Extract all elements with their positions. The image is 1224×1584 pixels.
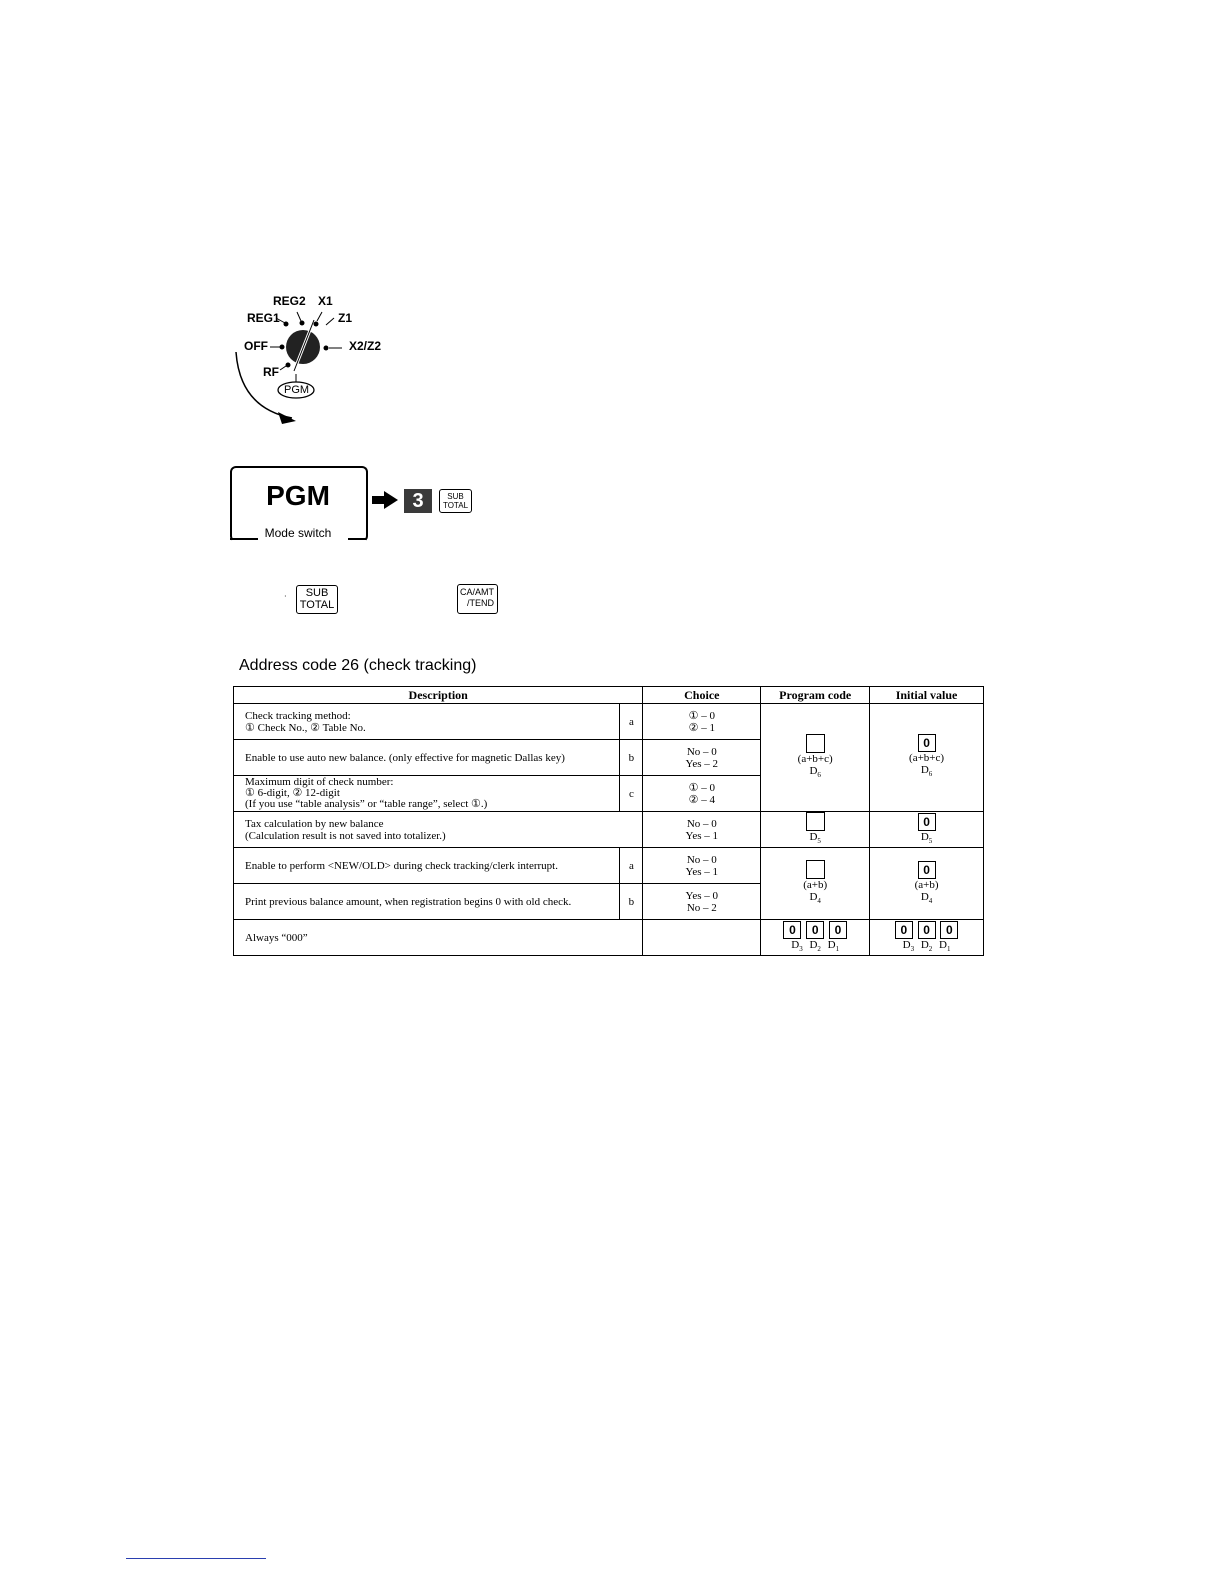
digit-label: [761, 831, 869, 847]
choice-line: ① – 0: [688, 709, 715, 722]
digit-subscript: 3: [910, 944, 915, 953]
section-title: Address code 26 (check tracking): [239, 657, 477, 674]
mode-switch-dial: [230, 290, 400, 430]
subtotal-large-line1: SUB: [305, 587, 329, 599]
digit-letter: D: [920, 938, 929, 951]
ca-amt-line1: CA/AMT: [460, 587, 495, 597]
row-desc-line: ① 6-digit, ② 12-digit: [245, 787, 340, 799]
digit-letter: D: [809, 764, 818, 777]
choice-line: Yes – 1: [685, 829, 719, 842]
row-choice: [643, 776, 761, 812]
digit-subscript: 1: [835, 944, 840, 953]
initial-digit-box: 0: [940, 921, 958, 939]
table-header-row: [234, 687, 984, 704]
program-code-input-box: [806, 860, 825, 879]
formula-label: (a+b+c): [797, 752, 833, 765]
program-code-input-box: [806, 734, 825, 753]
digit-subscript: 6: [928, 770, 933, 779]
row-letter: b: [620, 884, 643, 920]
address-code-table: [233, 686, 984, 956]
row-description: [234, 776, 620, 812]
choice-line: Yes – 2: [685, 757, 719, 770]
program-code-group4: [761, 920, 870, 956]
digit-letter: D: [809, 938, 818, 951]
dial-label-reg2: REG2: [273, 294, 306, 308]
pgm-mode-switch-box: [230, 466, 366, 540]
dial-label-pgm: PGM: [284, 384, 310, 396]
digit-letter: D: [920, 830, 929, 843]
subtotal-large-line2: TOTAL: [299, 599, 335, 611]
row-letter: a: [620, 848, 643, 884]
choice-line: ② – 1: [688, 721, 715, 734]
digit-label: [761, 891, 869, 907]
row-letter: a: [620, 704, 643, 740]
digit-label: [870, 831, 983, 847]
row-letter: b: [620, 740, 643, 776]
initial-value-group3: [870, 848, 984, 920]
table-row: [234, 704, 984, 740]
initial-digit-box: 0: [918, 921, 936, 939]
digit-subscript: 1: [946, 944, 951, 953]
digit-letter: D: [809, 831, 818, 843]
initial-digit-box: 0: [895, 921, 913, 939]
formula-label: (a+b): [914, 878, 939, 891]
initial-value-group1: [870, 704, 984, 812]
choice-line: No – 0: [686, 817, 717, 830]
row-description: [234, 812, 643, 848]
choice-line: No – 0: [686, 745, 717, 758]
row-desc-line: (Calculation result is not saved into totalizer.): [245, 829, 446, 842]
digit-subscript: 4: [928, 896, 933, 905]
choice-line: Yes – 1: [685, 865, 719, 878]
digit-label: [809, 939, 820, 951]
digit-label: [903, 939, 914, 951]
header-program-code: Program code: [761, 687, 870, 704]
choice-line: ② – 4: [688, 793, 715, 806]
subtotal-key-large: [296, 585, 338, 614]
program-code-group1: [761, 704, 870, 812]
header-description: Description: [234, 687, 643, 704]
row-description: [234, 704, 620, 740]
digit-subscript: 5: [817, 837, 821, 846]
header-initial-value: Initial value: [870, 687, 984, 704]
pgm-title: PGM: [266, 480, 330, 511]
dial-label-reg1: REG1: [247, 311, 280, 325]
digit-label: [761, 765, 869, 781]
right-arrow-icon: [372, 491, 400, 509]
row-desc-line: Check tracking method:: [245, 709, 351, 722]
header-choice: Choice: [643, 687, 761, 704]
digit-subscript: 2: [817, 944, 821, 953]
digit-label: [870, 764, 983, 780]
initial-digit-box: 0: [918, 813, 936, 831]
program-digit-box: 0: [829, 921, 847, 939]
formula-label: (a+b+c): [909, 752, 945, 765]
choice-line: No – 2: [686, 901, 717, 914]
row-desc-line: ① Check No., ② Table No.: [245, 721, 366, 734]
digit-subscript: 3: [799, 944, 803, 953]
row-description: Print previous balance amount, when registration begins 0 with old check.: [234, 884, 620, 920]
digit-letter: D: [920, 764, 929, 777]
program-code-input-box: [806, 812, 825, 831]
row-choice: [643, 704, 761, 740]
row-desc-line: Maximum digit of check number:: [245, 776, 394, 788]
row-choice: [643, 848, 761, 884]
digit-subscript: 2: [928, 944, 933, 953]
dial-label-z1: Z1: [338, 311, 353, 325]
digit-subscript: 6: [817, 771, 821, 780]
subtotal-key-line1: SUB: [447, 492, 464, 501]
row-description: Enable to perform <NEW/OLD> during check tracking/clerk interrupt.: [234, 848, 620, 884]
digit-letter: D: [827, 938, 836, 951]
program-digit-box: 0: [806, 921, 824, 939]
table-row: [234, 848, 984, 884]
subtotal-key: [439, 489, 472, 513]
ca-amt-tend-key: [457, 584, 498, 614]
digit-label: [921, 939, 932, 951]
ca-amt-line2: /TEND: [467, 598, 494, 608]
program-digit-box: 0: [783, 921, 801, 939]
digit-letter: D: [920, 890, 929, 903]
row-choice: [643, 920, 761, 956]
row-description: Always “000”: [234, 920, 643, 956]
footnote-divider: [126, 1558, 266, 1559]
dial-label-rf: RF: [263, 365, 279, 379]
row-choice: [643, 812, 761, 848]
digit-letter: D: [902, 938, 911, 951]
choice-line: ① – 0: [688, 781, 715, 794]
subtotal-key-line2: TOTAL: [442, 501, 469, 510]
dial-label-off: OFF: [244, 339, 268, 353]
table-row: [234, 920, 984, 956]
program-code-group2: [761, 812, 870, 848]
row-choice: [643, 884, 761, 920]
mode-switch-caption: Mode switch: [264, 526, 332, 540]
key-3: 3: [404, 489, 432, 513]
initial-digit-box: 0: [918, 734, 936, 752]
initial-value-group4: [870, 920, 984, 956]
formula-label: (a+b): [803, 879, 828, 892]
digit-label: [791, 939, 802, 951]
digit-label: [870, 891, 983, 907]
choice-line: Yes – 0: [685, 889, 719, 902]
program-code-group3: [761, 848, 870, 920]
digit-label: [828, 939, 839, 951]
digit-box-row: [761, 921, 869, 939]
initial-value-group2: [870, 812, 984, 848]
choice-line: No – 0: [686, 853, 717, 866]
row-choice: [643, 740, 761, 776]
digit-label: [939, 939, 950, 951]
table-row: [234, 812, 984, 848]
row-desc-line: (If you use “table analysis” or “table range”, select ①.): [245, 798, 488, 810]
digit-subscript: 4: [817, 897, 821, 906]
dial-label-x2z2: X2/Z2: [349, 339, 382, 353]
digit-letter: D: [791, 938, 800, 951]
digit-labels-row: [761, 939, 869, 955]
digit-subscript: 5: [928, 836, 933, 845]
digit-box-row: [870, 921, 983, 939]
row-desc-line: Tax calculation by new balance: [245, 817, 384, 830]
dial-label-x1: X1: [318, 294, 333, 308]
initial-digit-box: 0: [918, 861, 936, 879]
row-letter: c: [620, 776, 643, 812]
digit-letter: D: [939, 938, 947, 951]
row-description: Enable to use auto new balance. (only effective for magnetic Dallas key): [234, 740, 620, 776]
digit-labels-row: [870, 939, 983, 955]
digit-letter: D: [809, 891, 818, 904]
bullet-dot: ·: [284, 592, 287, 601]
